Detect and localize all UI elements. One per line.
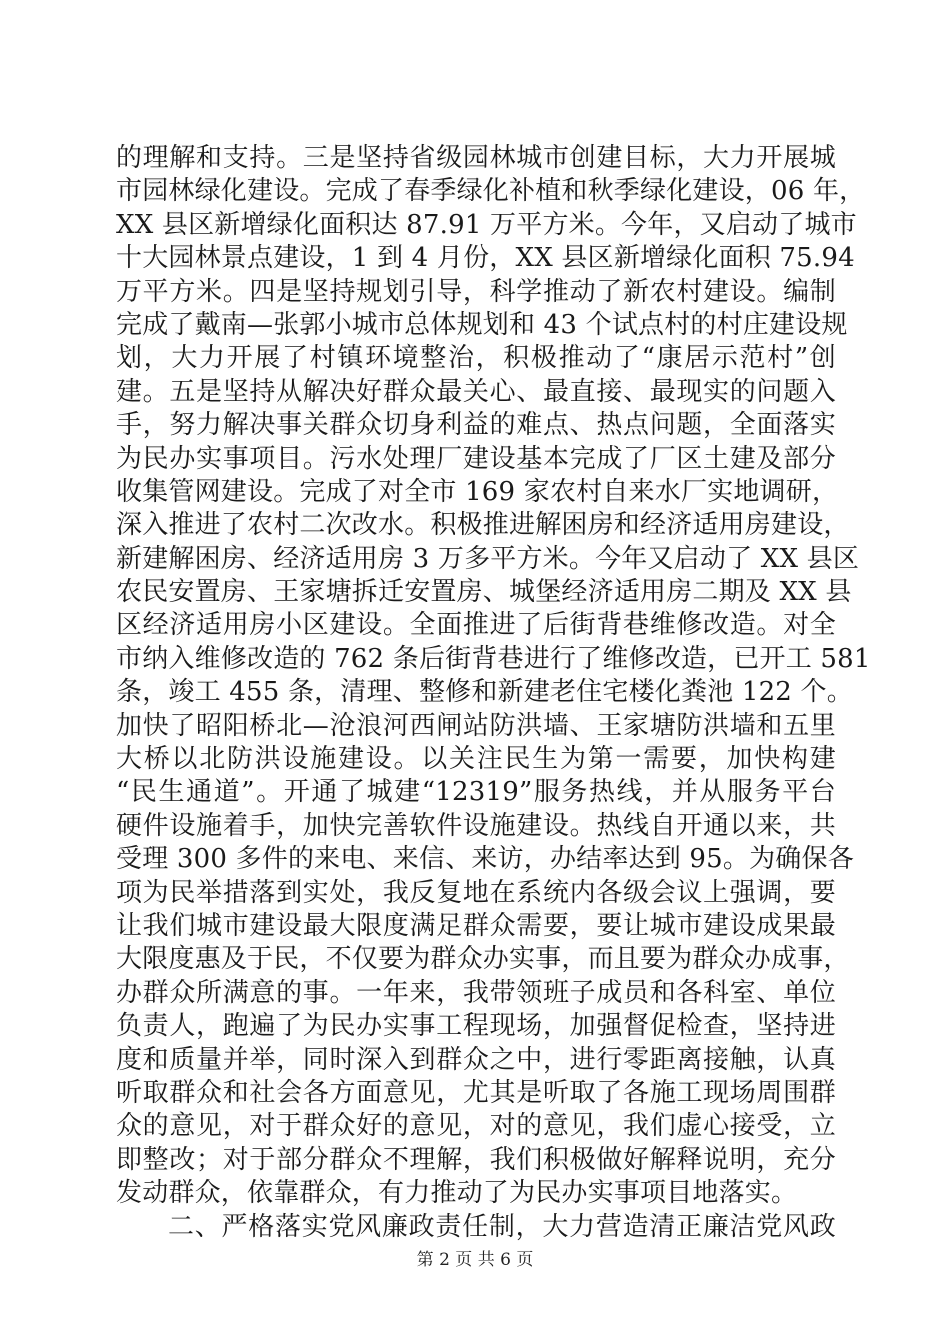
body-line: XX 县区新增绿化面积达 87.91 万平方米。今年，又启动了城市 [116,209,857,240]
body-line: 农民安置房、王家塘拆迁安置房、城堡经济适用房二期及 XX 县 [116,577,852,608]
body-line: 为民办实事项目。污水处理厂建设基本完成了厂区土建及部分 [116,443,836,474]
body-line: 让我们城市建设最大限度满足群众需要，要让城市建设成果最 [116,910,836,941]
body-line: 深入推进了农村二次改水。积极推进解困房和经济适用房建设， [116,510,850,541]
body-line: 市园林绿化建设。完成了春季绿化补植和秋季绿化建设，06 年， [116,176,866,207]
body-line: 区经济适用房小区建设。全面推进了后街背巷维修改造。对全 [116,610,836,641]
body-line: 的理解和支持。三是坚持省级园林城市创建目标，大力开展城 [116,143,836,173]
body-line: 完成了戴南—张郭小城市总体规划和 43 个试点村的村庄建设规 [116,309,848,340]
body-line: 受理 300 多件的来电、来信、来访，办结率达到 95。为确保各 [116,844,854,875]
body-line: 划，大力开展了村镇环境整治，积极推动了“康居示范村”创 [116,343,836,374]
body-line: 负责人，跑遍了为民办实事工程现场，加强督促检查，坚持进 [116,1011,836,1042]
body-line: 加快了昭阳桥北—沧浪河西闸站防洪墙、王家塘防洪墙和五里 [116,710,836,741]
paragraph-end-line: 发动群众，依靠群众，有力推动了为民办实事项目地落实。 [116,1178,798,1209]
body-line: 大限度惠及于民，不仅要为群众办实事，而且要为群众办成事， [116,944,850,975]
body-line: 手，努力解决事关群众切身利益的难点、热点问题，全面落实 [116,410,836,441]
body-line: 大桥以北防洪设施建设。以关注民生为第一需要，加快构建 [116,744,836,775]
body-line: 建。五是坚持从解决好群众最关心、最直接、最现实的问题入 [116,376,836,407]
body-line: 办群众所满意的事。一年来，我带领班子成员和各科室、单位 [116,977,836,1008]
body-line: 即整改；对于部分群众不理解，我们积极做好解释说明，充分 [116,1144,836,1175]
body-line: 条，竣工 455 条，清理、整修和新建老住宅楼化粪池 122 个。 [116,677,853,708]
section-heading-line: 二、严格落实党风廉政责任制，大力营造清正廉洁党风政 [168,1211,836,1242]
body-line: 十大园林景点建设，1 到 4 月份，XX 县区新增绿化面积 75.94 [116,243,855,274]
body-line: 项为民举措落到实处，我反复地在系统内各级会议上强调，要 [116,877,836,908]
body-line: 万平方米。四是坚持规划引导，科学推动了新农村建设。编制 [116,276,836,307]
body-line: 硬件设施着手，加快完善软件设施建设。热线自开通以来，共 [116,810,836,841]
body-line: 听取群众和社会各方面意见，尤其是听取了各施工现场周围群 [116,1077,836,1108]
page-number-footer: 第 2 页 共 6 页 [416,1250,534,1270]
body-line: 收集管网建设。完成了对全市 169 家农村自来水厂实地调研， [116,476,839,507]
document-body [116,142,871,1244]
body-line: 市纳入维修改造的 762 条后街背巷进行了维修改造，已开工 581 [116,643,871,674]
body-line: “民生通道”。开通了城建“12319”服务热线，并从服务平台 [116,777,836,808]
body-line: 众的意见，对于群众好的意见，对的意见，我们虚心接受，立 [116,1111,836,1142]
body-line: 度和质量并举，同时深入到群众之中，进行零距离接触，认真 [116,1044,836,1075]
body-line: 新建解困房、经济适用房 3 万多平方米。今年又启动了 XX 县区 [116,543,860,574]
